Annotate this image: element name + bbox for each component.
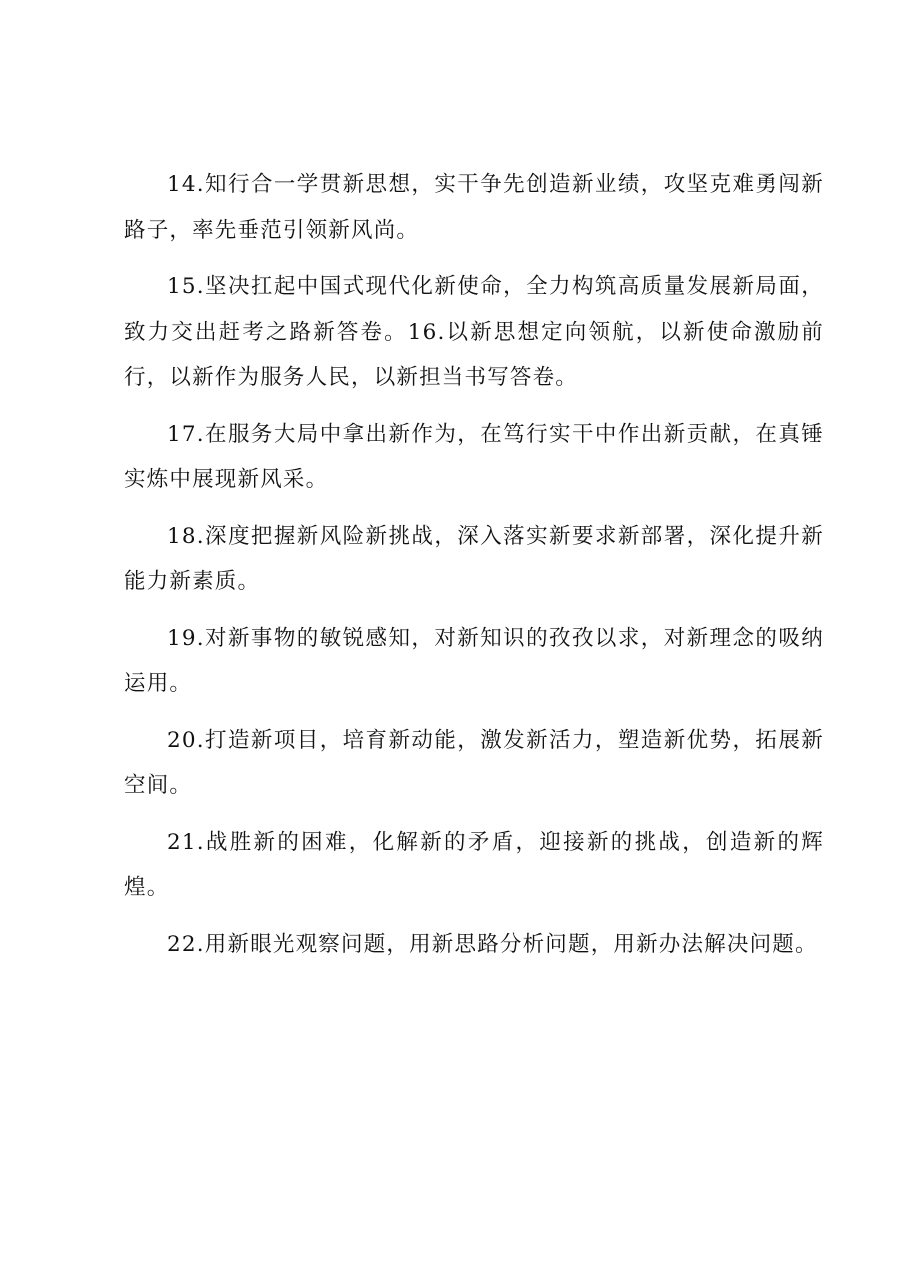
paragraph-19: 19.对新事物的敏锐感知，对新知识的孜孜以求，对新理念的吸纳运用。 — [124, 625, 824, 696]
paragraph-20: 20.打造新项目，培育新动能，激发新活力，塑造新优势，拓展新空间。 — [124, 727, 824, 798]
document-body — [124, 162, 824, 978]
paragraph-14: 14.知行合一学贯新思想，实干争先创造新业绩，攻坚克难勇闯新路子，率先垂范引领新风尚。 — [124, 172, 824, 243]
paragraph-22: 22.用新眼光观察问题，用新思路分析问题，用新办法解决问题。 — [167, 931, 818, 957]
paragraph-18: 18.深度把握新风险新挑战，深入落实新要求新部署，深化提升新能力新素质。 — [124, 523, 824, 594]
paragraph-15-16: 15.坚决扛起中国式现代化新使命，全力构筑高质量发展新局面，致力交出赶考之路新答卷。16.以新思想定向领航，以新使命激励前行，以新作为服务人民，以新担当书写答卷。 — [124, 274, 824, 390]
paragraph-21: 21.战胜新的困难，化解新的矛盾，迎接新的挑战，创造新的辉煌。 — [124, 829, 824, 900]
paragraph-17: 17.在服务大局中拿出新作为，在笃行实干中作出新贡献，在真锤实炼中展现新风采。 — [124, 421, 824, 492]
